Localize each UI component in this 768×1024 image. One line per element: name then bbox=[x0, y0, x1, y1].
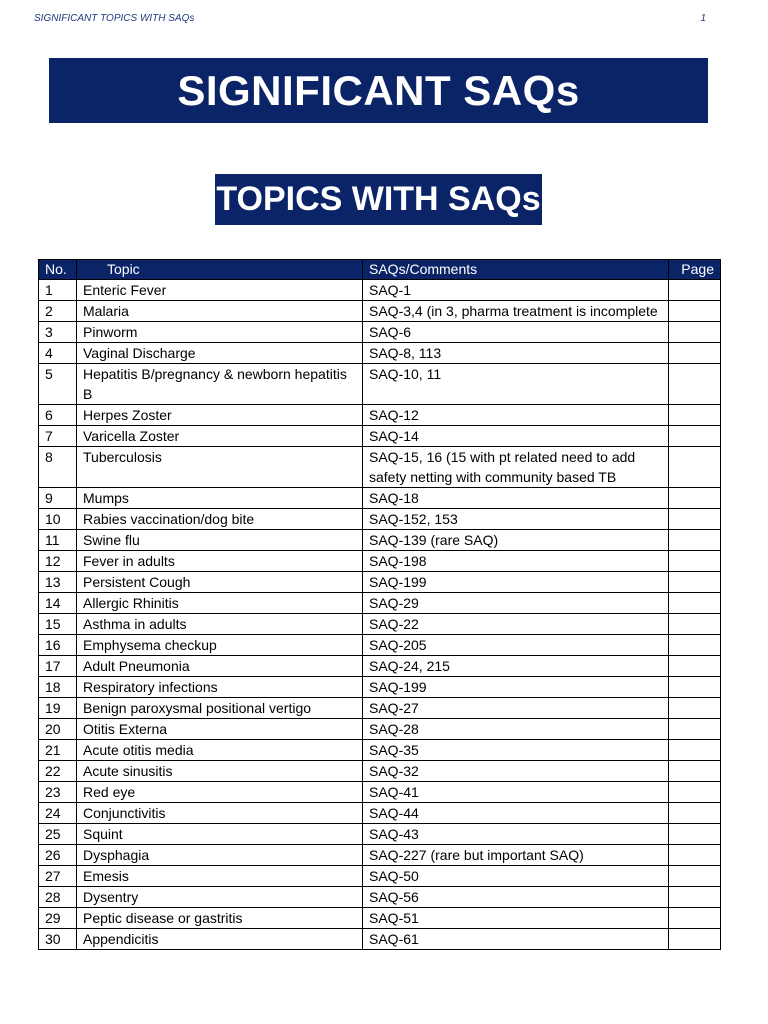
table-row bbox=[39, 447, 721, 488]
table-row bbox=[39, 866, 721, 887]
row-page bbox=[669, 488, 721, 509]
row-topic: Rabies vaccination/dog bite bbox=[77, 509, 363, 530]
table-row bbox=[39, 488, 721, 509]
row-topic: Pinworm bbox=[77, 322, 363, 343]
table-row bbox=[39, 530, 721, 551]
row-saq: SAQ-24, 215 bbox=[363, 656, 669, 677]
row-topic: Tuberculosis bbox=[77, 447, 363, 488]
row-page bbox=[669, 593, 721, 614]
table-row bbox=[39, 782, 721, 803]
row-number: 23 bbox=[39, 782, 77, 803]
row-page bbox=[669, 677, 721, 698]
row-number: 14 bbox=[39, 593, 77, 614]
row-topic: Adult Pneumonia bbox=[77, 656, 363, 677]
row-topic: Persistent Cough bbox=[77, 572, 363, 593]
row-page bbox=[669, 301, 721, 322]
table-row bbox=[39, 656, 721, 677]
row-saq: SAQ-8, 113 bbox=[363, 343, 669, 364]
row-number: 20 bbox=[39, 719, 77, 740]
table-row bbox=[39, 761, 721, 782]
row-topic: Vaginal Discharge bbox=[77, 343, 363, 364]
row-saq: SAQ-44 bbox=[363, 803, 669, 824]
row-page bbox=[669, 635, 721, 656]
table-row bbox=[39, 364, 721, 405]
row-number: 4 bbox=[39, 343, 77, 364]
row-number: 29 bbox=[39, 908, 77, 929]
row-page bbox=[669, 530, 721, 551]
row-topic: Malaria bbox=[77, 301, 363, 322]
table-row bbox=[39, 614, 721, 635]
row-topic: Emphysema checkup bbox=[77, 635, 363, 656]
row-page bbox=[669, 614, 721, 635]
row-topic: Otitis Externa bbox=[77, 719, 363, 740]
row-saq: SAQ-152, 153 bbox=[363, 509, 669, 530]
row-number: 7 bbox=[39, 426, 77, 447]
row-saq: SAQ-56 bbox=[363, 887, 669, 908]
row-page bbox=[669, 322, 721, 343]
row-number: 12 bbox=[39, 551, 77, 572]
row-saq: SAQ-227 (rare but important SAQ) bbox=[363, 845, 669, 866]
table-row bbox=[39, 322, 721, 343]
running-header: SIGNIFICANT TOPICS WITH SAQs bbox=[34, 13, 195, 24]
row-page bbox=[669, 572, 721, 593]
row-page bbox=[669, 698, 721, 719]
row-saq: SAQ-61 bbox=[363, 929, 669, 950]
row-number: 9 bbox=[39, 488, 77, 509]
row-topic: Appendicitis bbox=[77, 929, 363, 950]
table-row bbox=[39, 572, 721, 593]
row-page bbox=[669, 929, 721, 950]
table-row bbox=[39, 405, 721, 426]
row-topic: Fever in adults bbox=[77, 551, 363, 572]
table-row bbox=[39, 824, 721, 845]
table-row bbox=[39, 301, 721, 322]
row-number: 2 bbox=[39, 301, 77, 322]
row-number: 11 bbox=[39, 530, 77, 551]
row-number: 16 bbox=[39, 635, 77, 656]
row-saq: SAQ-18 bbox=[363, 488, 669, 509]
header-saq: SAQs/Comments bbox=[363, 260, 669, 280]
row-number: 21 bbox=[39, 740, 77, 761]
table-row bbox=[39, 635, 721, 656]
table-row bbox=[39, 803, 721, 824]
table-row bbox=[39, 593, 721, 614]
row-page bbox=[669, 887, 721, 908]
row-topic: Peptic disease or gastritis bbox=[77, 908, 363, 929]
row-topic: Varicella Zoster bbox=[77, 426, 363, 447]
row-saq: SAQ-28 bbox=[363, 719, 669, 740]
row-number: 22 bbox=[39, 761, 77, 782]
row-saq: SAQ-14 bbox=[363, 426, 669, 447]
row-page bbox=[669, 551, 721, 572]
row-saq: SAQ-35 bbox=[363, 740, 669, 761]
row-saq: SAQ-10, 11 bbox=[363, 364, 669, 405]
row-page bbox=[669, 740, 721, 761]
row-topic: Dysphagia bbox=[77, 845, 363, 866]
row-topic: Enteric Fever bbox=[77, 280, 363, 301]
table-row bbox=[39, 719, 721, 740]
row-saq: SAQ-3,4 (in 3, pharma treatment is incomplete bbox=[363, 301, 669, 322]
table-row bbox=[39, 887, 721, 908]
row-saq: SAQ-205 bbox=[363, 635, 669, 656]
saq-table bbox=[38, 259, 721, 950]
table-row bbox=[39, 677, 721, 698]
row-topic: Hepatitis B/pregnancy & newborn hepatitis B bbox=[77, 364, 363, 405]
table-row bbox=[39, 908, 721, 929]
row-topic: Dysentry bbox=[77, 887, 363, 908]
row-number: 1 bbox=[39, 280, 77, 301]
row-topic: Conjunctivitis bbox=[77, 803, 363, 824]
row-number: 26 bbox=[39, 845, 77, 866]
row-page bbox=[669, 343, 721, 364]
row-number: 10 bbox=[39, 509, 77, 530]
header-topic: Topic bbox=[77, 260, 363, 280]
table-row bbox=[39, 698, 721, 719]
row-topic: Herpes Zoster bbox=[77, 405, 363, 426]
row-saq: SAQ-50 bbox=[363, 866, 669, 887]
row-page bbox=[669, 866, 721, 887]
row-page bbox=[669, 656, 721, 677]
row-number: 3 bbox=[39, 322, 77, 343]
row-number: 27 bbox=[39, 866, 77, 887]
row-number: 5 bbox=[39, 364, 77, 405]
table-row bbox=[39, 845, 721, 866]
row-topic: Benign paroxysmal positional vertigo bbox=[77, 698, 363, 719]
row-number: 17 bbox=[39, 656, 77, 677]
row-number: 8 bbox=[39, 447, 77, 488]
header-page: Page bbox=[669, 260, 721, 280]
row-number: 30 bbox=[39, 929, 77, 950]
row-page bbox=[669, 364, 721, 405]
table-row bbox=[39, 929, 721, 950]
row-topic: Asthma in adults bbox=[77, 614, 363, 635]
table-row bbox=[39, 343, 721, 364]
row-number: 25 bbox=[39, 824, 77, 845]
subtitle-banner: TOPICS WITH SAQs bbox=[215, 174, 542, 225]
row-page bbox=[669, 761, 721, 782]
table-header-row bbox=[39, 260, 721, 280]
row-page bbox=[669, 803, 721, 824]
row-page bbox=[669, 509, 721, 530]
row-saq: SAQ-199 bbox=[363, 572, 669, 593]
row-saq: SAQ-51 bbox=[363, 908, 669, 929]
row-saq: SAQ-43 bbox=[363, 824, 669, 845]
row-topic: Acute sinusitis bbox=[77, 761, 363, 782]
row-saq: SAQ-22 bbox=[363, 614, 669, 635]
row-page bbox=[669, 782, 721, 803]
row-topic: Emesis bbox=[77, 866, 363, 887]
row-saq: SAQ-12 bbox=[363, 405, 669, 426]
row-topic: Acute otitis media bbox=[77, 740, 363, 761]
row-number: 6 bbox=[39, 405, 77, 426]
table-row bbox=[39, 740, 721, 761]
row-page bbox=[669, 280, 721, 301]
row-saq: SAQ-199 bbox=[363, 677, 669, 698]
table-row bbox=[39, 509, 721, 530]
row-saq: SAQ-198 bbox=[363, 551, 669, 572]
row-page bbox=[669, 719, 721, 740]
row-number: 24 bbox=[39, 803, 77, 824]
row-topic: Swine flu bbox=[77, 530, 363, 551]
row-page bbox=[669, 824, 721, 845]
row-number: 13 bbox=[39, 572, 77, 593]
row-saq: SAQ-15, 16 (15 with pt related need to add safety netting with community based TB bbox=[363, 447, 669, 488]
row-number: 18 bbox=[39, 677, 77, 698]
row-topic: Mumps bbox=[77, 488, 363, 509]
row-topic: Red eye bbox=[77, 782, 363, 803]
row-page bbox=[669, 845, 721, 866]
row-page bbox=[669, 447, 721, 488]
row-saq: SAQ-29 bbox=[363, 593, 669, 614]
row-number: 28 bbox=[39, 887, 77, 908]
row-saq: SAQ-41 bbox=[363, 782, 669, 803]
row-saq: SAQ-32 bbox=[363, 761, 669, 782]
table-row bbox=[39, 426, 721, 447]
title-banner: SIGNIFICANT SAQs bbox=[49, 58, 708, 123]
row-page bbox=[669, 908, 721, 929]
row-number: 19 bbox=[39, 698, 77, 719]
table-row bbox=[39, 280, 721, 301]
row-saq: SAQ-27 bbox=[363, 698, 669, 719]
row-saq: SAQ-139 (rare SAQ) bbox=[363, 530, 669, 551]
table-row bbox=[39, 551, 721, 572]
row-topic: Allergic Rhinitis bbox=[77, 593, 363, 614]
row-saq: SAQ-6 bbox=[363, 322, 669, 343]
row-number: 15 bbox=[39, 614, 77, 635]
page-number: 1 bbox=[700, 13, 706, 24]
header-no: No. bbox=[39, 260, 77, 280]
row-topic: Respiratory infections bbox=[77, 677, 363, 698]
row-page bbox=[669, 405, 721, 426]
row-page bbox=[669, 426, 721, 447]
row-saq: SAQ-1 bbox=[363, 280, 669, 301]
row-topic: Squint bbox=[77, 824, 363, 845]
